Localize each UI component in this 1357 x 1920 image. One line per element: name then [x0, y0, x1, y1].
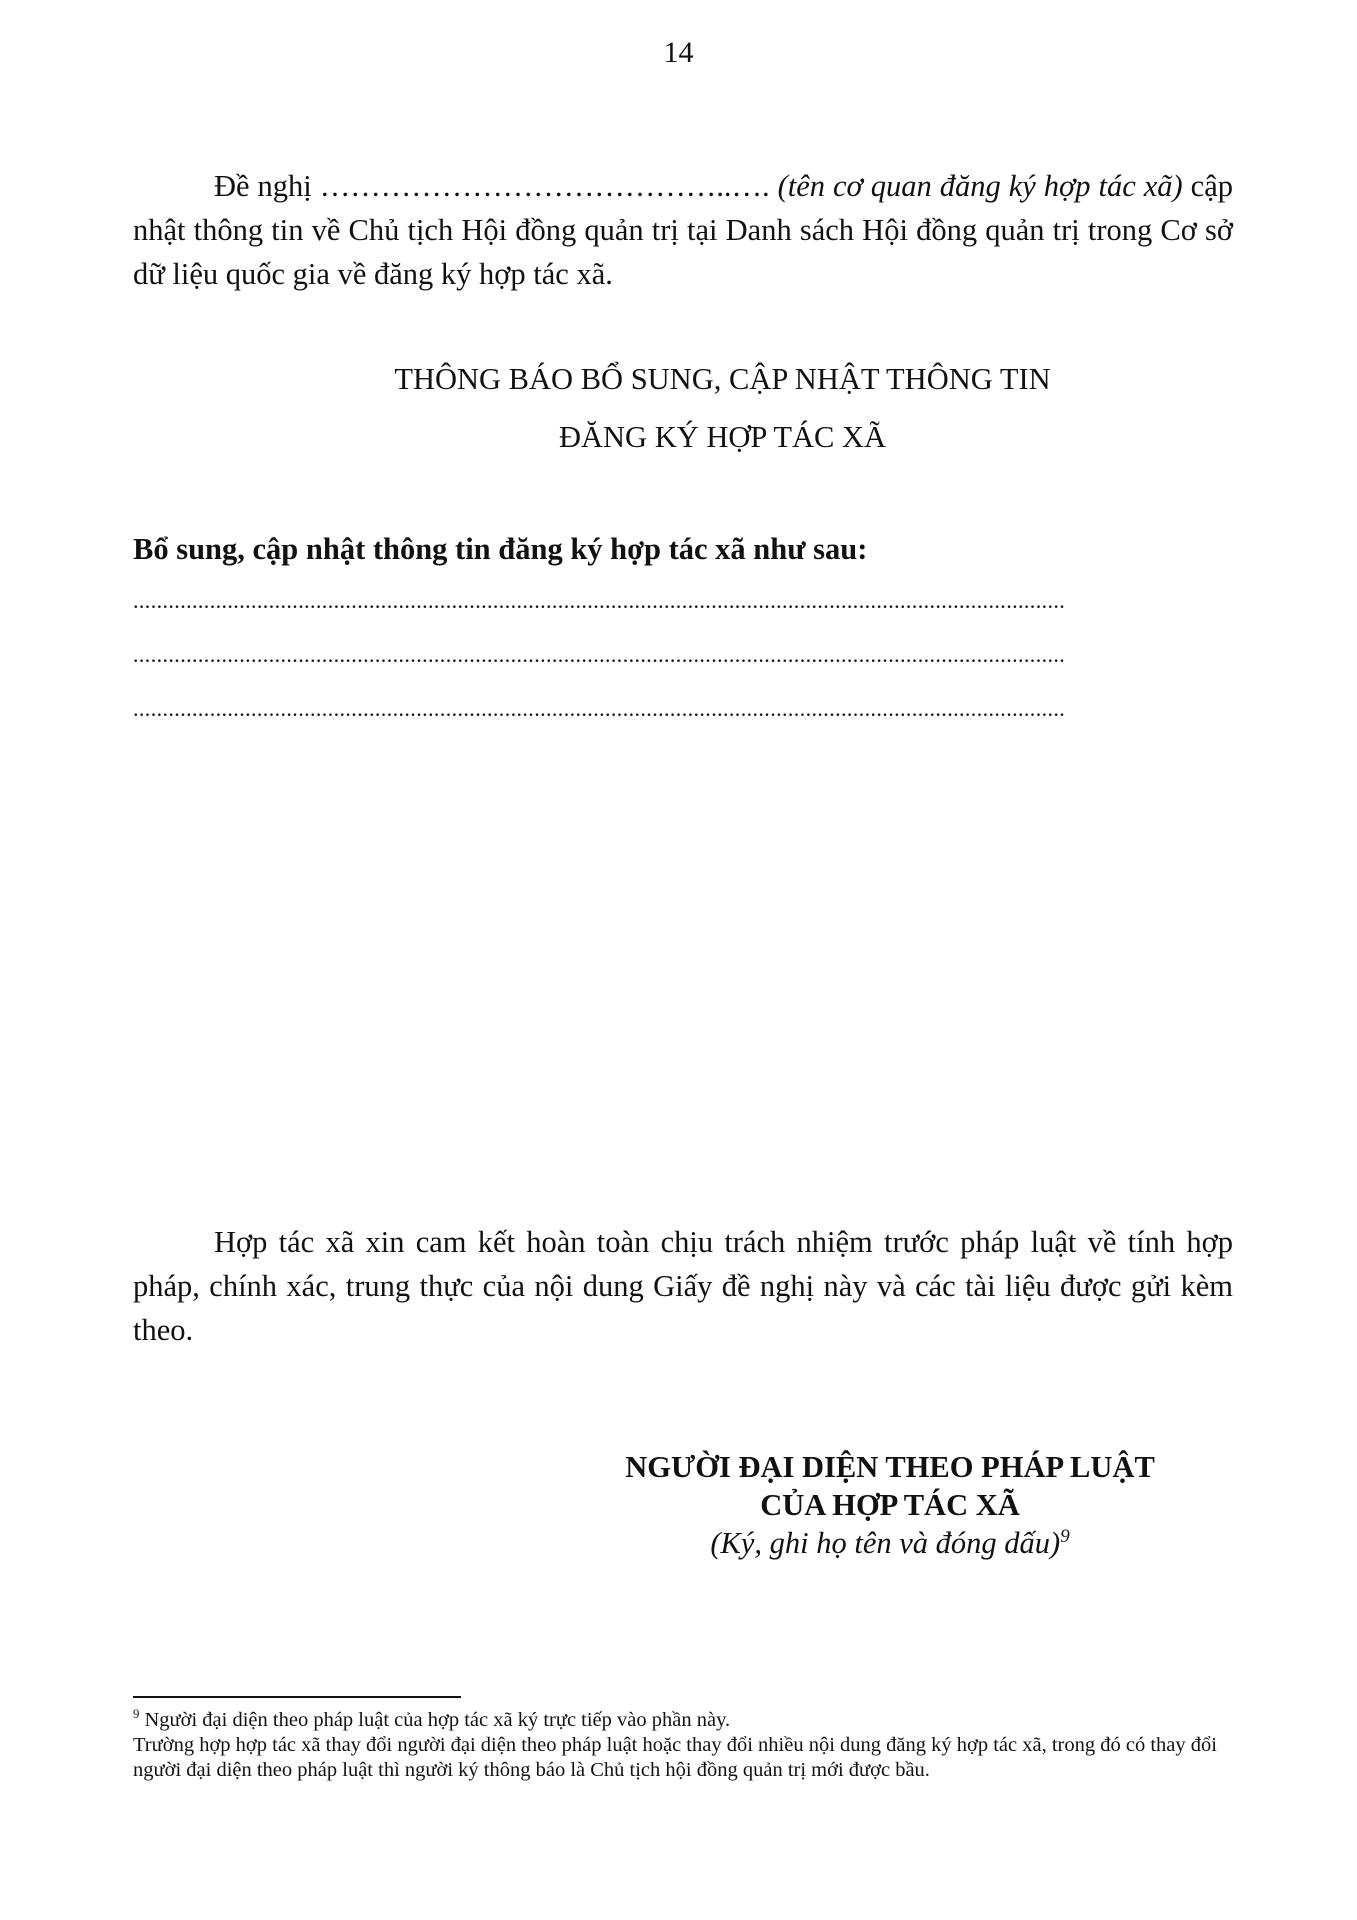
footnote-mark: 9	[133, 1707, 140, 1722]
signature-block	[590, 1448, 1190, 1562]
agency-hint: (tên cơ quan đăng ký hợp tác xã)	[769, 169, 1183, 203]
supplement-heading: Bổ sung, cập nhật thông tin đăng ký hợp tác xã như sau:	[133, 532, 868, 566]
notice-title-line-1: THÔNG BÁO BỔ SUNG, CẬP NHẬT THÔNG TIN	[394, 362, 1051, 396]
page-number: 14	[663, 36, 694, 69]
request-paragraph	[133, 164, 1233, 296]
request-rest-text: cập nhật thông tin về Chủ tịch Hội đồng quản trị tại Danh sách Hội đồng quản trị trong Cơ sở dữ liệu quốc gia về đăng ký hợp tác xã.	[133, 169, 1233, 291]
request-lead-text: Đề nghị	[214, 169, 320, 203]
signature-title-line-1: NGƯỜI ĐẠI DIỆN THEO PHÁP LUẬT	[625, 1450, 1155, 1484]
notice-title-line-2: ĐĂNG KÝ HỢP TÁC XÃ	[558, 420, 887, 454]
blank-line-2: ..............................................................................................................................................................	[133, 642, 1066, 667]
footnote-reference: 9	[1060, 1525, 1070, 1547]
footnote-line-2: Trường hợp hợp tác xã thay đổi người đại diện theo pháp luật hoặc thay đổi nhiều nội dung đăng ký hợp tác xã, trong đó có thay đổi người đại diện theo pháp luật thì người ký thông báo là Chủ tịch hội đồng quản trị mới được bầu.	[133, 1734, 1217, 1781]
footnote-separator	[133, 1696, 461, 1698]
footnote-text-1: Người đại diện theo pháp luật của hợp tác xã ký trực tiếp vào phần này.	[139, 1709, 731, 1731]
commitment-text: Hợp tác xã xin cam kết hoàn toàn chịu trách nhiệm trước pháp luật về tính hợp pháp, chính xác, trung thực của nội dung Giấy đề nghị này và các tài liệu được gửi kèm theo.	[133, 1225, 1233, 1347]
footnotes	[133, 1708, 1233, 1783]
agency-blank: …………………………………..….	[319, 169, 770, 203]
blank-line-1: ..............................................................................................................................................................	[133, 588, 1066, 613]
signature-note	[590, 1524, 1190, 1562]
commitment-paragraph	[133, 1220, 1233, 1352]
signature-title-line-2: CỦA HỢP TÁC XÃ	[760, 1488, 1020, 1522]
blank-line-3: ..............................................................................................................................................................	[133, 696, 1066, 721]
signature-note-text: (Ký, ghi họ tên và đóng dấu)	[710, 1526, 1061, 1560]
footnote-line-1	[133, 1708, 1233, 1733]
